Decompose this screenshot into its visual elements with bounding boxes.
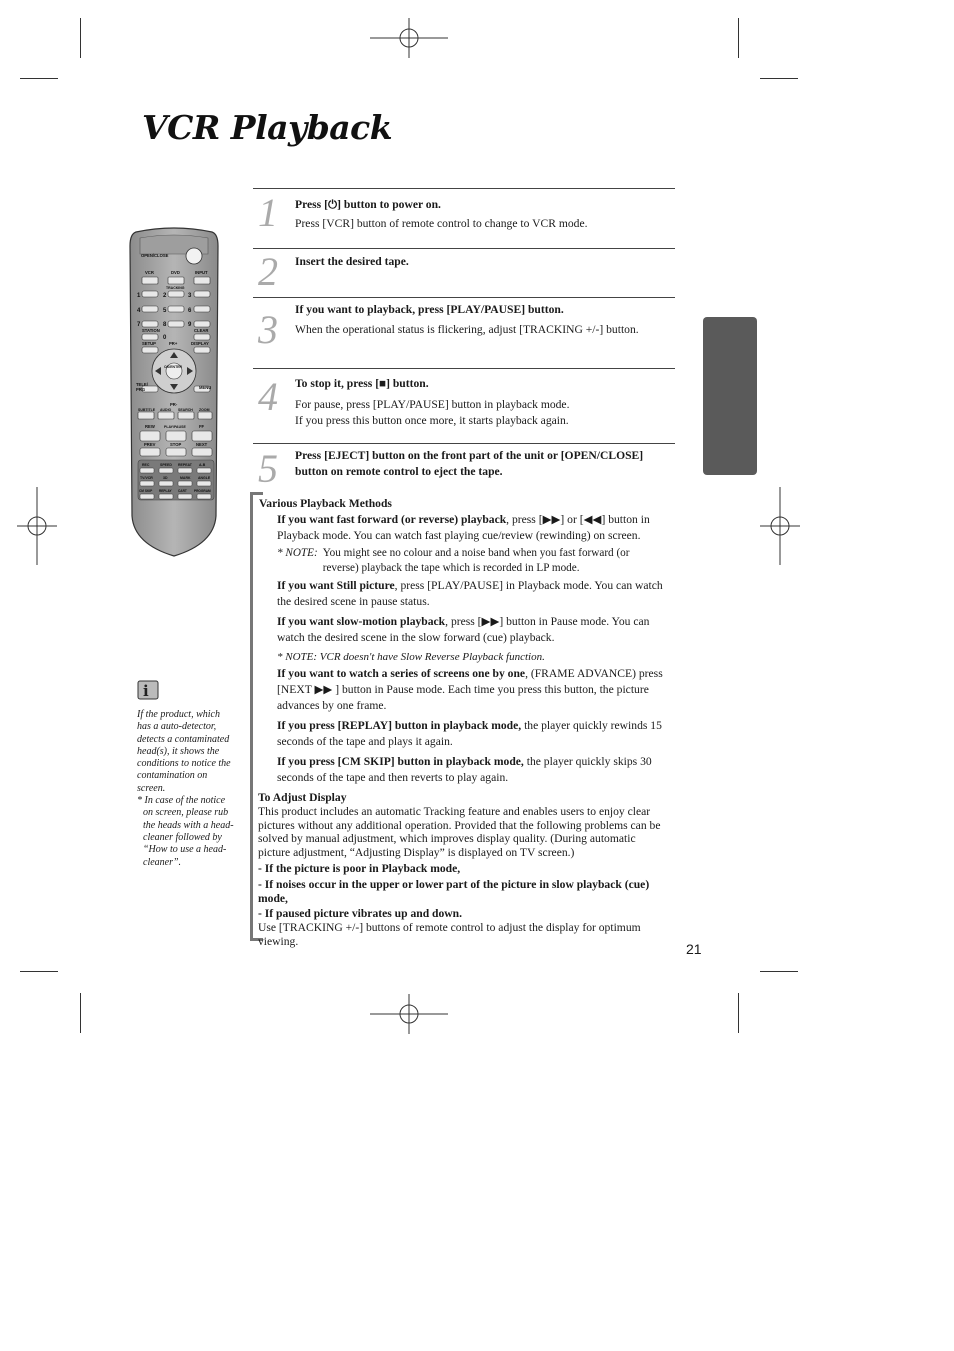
remote-label: CM SKIP [139, 489, 153, 493]
step-4: To stop it, press [■] button. For pause, press [PLAY/PAUSE] button in playback mode. If you press this button once more, it starts playback again. [295, 377, 570, 427]
remote-label: AUDIO [160, 408, 172, 412]
remote-label: REPEAT [178, 463, 192, 467]
step-number: 2 [258, 249, 278, 294]
remote-label: CLEAR [194, 328, 209, 333]
step-number: 5 [258, 446, 278, 491]
remote-label: 7 [137, 322, 141, 328]
remote-label: SEARCH [178, 408, 193, 412]
fast-forward-icon: ▶▶ [481, 615, 500, 628]
remote-label: PLAY/PAUSE [164, 425, 186, 429]
section-tab [703, 317, 757, 475]
crop-mark [760, 78, 798, 79]
remote-label: TRACKING [166, 286, 185, 290]
registration-target [760, 487, 800, 565]
step-3: If you want to playback, press [PLAY/PAUSE] button. When the operational status is flickering, adjust [TRACKING +/-] button. [295, 303, 639, 336]
remote-label: REW [145, 424, 155, 429]
remote-label: MARK [180, 476, 191, 480]
remote-label: PROGRAM [194, 489, 211, 493]
remote-label: SETUP [142, 341, 156, 346]
remote-label: 0 [163, 335, 167, 341]
remote-label: 6 [188, 308, 192, 314]
step-2: Insert the desired tape. [295, 255, 409, 268]
remote-label: REPLAY [159, 489, 172, 493]
remote-label: A-B [199, 463, 206, 467]
remote-label: CART [178, 489, 187, 493]
remote-label: ANGLE [198, 476, 211, 480]
step-number: 1 [258, 190, 278, 235]
remote-label: 1 [137, 293, 141, 299]
remote-label: INPUT [195, 270, 208, 275]
remote-label: PRG [136, 387, 146, 392]
info-icon [137, 678, 159, 700]
step-divider [253, 443, 675, 444]
remote-label: REC [142, 463, 150, 467]
step-divider [253, 368, 675, 369]
crop-mark [738, 18, 739, 58]
registration-target [17, 487, 57, 565]
remote-label: ZOOM [199, 408, 210, 412]
remote-label: PR- [170, 402, 178, 407]
remote-label: TELE/ [136, 382, 148, 387]
remote-label: TV/VCR [140, 476, 153, 480]
step-number: 3 [258, 307, 278, 352]
playback-methods: Various Playback Methods If you want fast forward (or reverse) playback, press [▶▶] or [◀◀] button in Playback mode. You can watch fast playing cue/review (rewinding) on screen. * NOTE: You might see no colour and a noise band when you fast forward (or reverse) playback the tape which is recorded in LP mode. If you want Still picture, press [PLAY/PAUSE] in Playback mode. You can watch the desired scene in pause status. If you want slow-motion playback, press [▶▶] button in Pause mode. You can watch the desired scene in the slow forward (cue) playback. * NOTE: VCR doesn't have Slow Reverse Playback function. If you want to watch a series of screens one by one, (FRAME ADVANCE) press [NEXT ▶▶ ] button in Pause mode. Each time you press this button, the picture advances by one frame. If you press [REPLAY] button in playback mode, the player quickly rewinds 15 seconds of the tape and plays it again. If you press [CM SKIP] button in playback mode, the player quickly skips 30 seconds of the tape and then reverts to play again. [259, 497, 663, 784]
remote-label: STOP [170, 442, 182, 447]
remote-label: FF [199, 424, 205, 429]
svg-text:i: i [143, 682, 149, 700]
remote-label: NEXT [196, 442, 208, 447]
adjust-display: To Adjust Display This product includes an automatic Tracking feature and enables users to enjoy clear pictures without any additional operation. Provided that the following problems can be solved by manual adjustment, which improves display quality. (During automatic picture adjustment, “Adjusting Display” is displayed on TV screen.) - If the picture is poor in Playback mode, - If noises occur in the upper or lower part of the picture in slow playback (cue) mode, - If paused picture vibrates up and down. Use [TRACKING +/-] buttons of remote control to adjust the display for optimum viewing. [258, 791, 661, 948]
remote-label: PREV [144, 442, 156, 447]
crop-mark [80, 993, 81, 1033]
crop-mark [760, 971, 798, 972]
remote-label: VCR [145, 270, 154, 275]
page-number: 21 [686, 941, 702, 957]
remote-label: MENU [199, 385, 212, 390]
sidenote: If the product, which has a auto-detector, detects a contaminated head(s), it shows the conditions to notice the contamination on screen. * In case of the notice on screen, please rub the heads with a head- cleaner followed by “How to use a head- cleaner”. [137, 709, 234, 868]
crop-mark [738, 993, 739, 1033]
remote-label: 2 [163, 293, 167, 299]
remote-label: OPEN/CLOSE [141, 253, 169, 258]
remote-label: STATION [142, 328, 160, 333]
step-divider [253, 297, 675, 298]
step-1: Press [⏻] button to power on. Press [VCR] button of remote control to change to VCR mode. [295, 198, 588, 230]
remote-label: 3 [188, 293, 192, 299]
remote-label: SPEED [160, 463, 172, 467]
remote-label: 8 [163, 322, 167, 328]
remote-label: 3D [163, 476, 168, 480]
remote-label: 4 [137, 308, 141, 314]
fast-forward-icon: ▶▶ [542, 513, 561, 526]
remote-label: DVD [171, 270, 180, 275]
crop-mark [80, 18, 81, 58]
rewind-icon: ◀◀ [583, 513, 602, 526]
remote-label: PR+ [169, 341, 178, 346]
crop-mark [20, 78, 58, 79]
step-5: Press [EJECT] button on the front part of the unit or [OPEN/CLOSE] button on remote control to eject the tape. [295, 449, 644, 478]
remote-label: 5 [163, 308, 167, 314]
step-number: 4 [258, 374, 278, 419]
remote-label: DISPLAY [191, 341, 209, 346]
step-divider [253, 188, 675, 189]
crop-mark [20, 971, 58, 972]
registration-target [370, 994, 448, 1034]
remote-label: SUBTITLE [138, 408, 156, 412]
remote-control-illustration [128, 226, 220, 558]
remote-label: OK/ENTER [164, 365, 183, 369]
step-divider [253, 248, 675, 249]
power-icon: ⏻ [327, 198, 338, 211]
remote-label: 9 [188, 322, 192, 328]
next-icon: ▶▶ [314, 683, 333, 696]
page-title: VCR Playback [142, 108, 393, 147]
registration-target [370, 18, 448, 58]
stop-icon: ■ [379, 377, 387, 390]
